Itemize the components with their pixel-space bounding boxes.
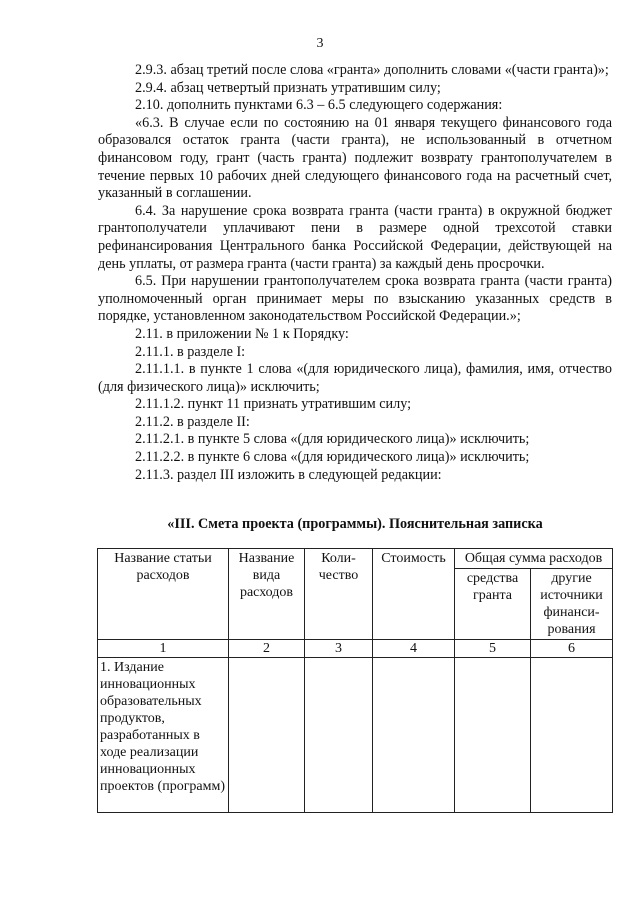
column-number: 6 xyxy=(531,640,613,658)
row-other-sources xyxy=(531,658,613,813)
page-number: 3 xyxy=(316,36,324,51)
paragraph-2-9-4: 2.9.4. абзац четвертый признать утратившим силу; xyxy=(135,79,441,96)
paragraph-6-4: 6.4. За нарушение срока возврата гранта (части гранта) в окружной бюджет грантополучатели уплачивают пени в размере одной трехсотой ставки рефинансирования Центрального банка Российской Федерации, действующей на день уплаты, от размера гранта (части гранта) за каждый день просрочки. xyxy=(98,202,612,272)
paragraph-2-11-1-1: 2.11.1.1. в пункте 1 слова «(для юридического лица), фамилия, имя, отчество (для физического лица)» исключить; xyxy=(98,361,612,395)
row-quantity xyxy=(305,658,373,813)
document-body xyxy=(98,62,612,484)
paragraph-6-3: «6.3. В случае если по состоянию на 01 января текущего финансового года образовался остаток гранта (части гранта), не использованный в отчетном финансовом году, грант (часть гранта) подлежит возврату грантополучателем в течение первых 10 рабочих дней следующего финансового года на расчетный счет, указанный в соглашении. xyxy=(98,114,612,202)
paragraph-2-11: 2.11. в приложении № 1 к Порядку: xyxy=(135,325,349,342)
row-expense-kind xyxy=(229,658,305,813)
column-number: 1 xyxy=(98,640,229,658)
paragraph-2-9-3: 2.9.3. абзац третий после слова «гранта» дополнить словами «(части гранта)»; xyxy=(135,62,609,78)
row-cost xyxy=(373,658,455,813)
header-expense-item: Название статьи расходов xyxy=(98,549,229,640)
header-total-expenses: Общая сумма расходов xyxy=(455,549,613,569)
paragraph-2-11-2-1: 2.11.2.1. в пункте 5 слова «(для юридического лица)» исключить; xyxy=(135,431,530,448)
row-grant-funds xyxy=(455,658,531,813)
paragraph-6-5: 6.5. При нарушении грантополучателем срока возврата гранта (части гранта) уполномоченный орган принимает меры по взысканию указанных средств в порядке, установленном законодательством Российской Федерации.»; xyxy=(98,273,612,325)
table-header-row xyxy=(98,549,613,569)
paragraph-2-11-1-2: 2.11.1.2. пункт 11 признать утратившим силу; xyxy=(135,396,412,413)
estimate-table xyxy=(97,548,613,813)
paragraph-2-11-3: 2.11.3. раздел III изложить в следующей редакции: xyxy=(135,466,442,483)
table-row xyxy=(98,658,613,813)
paragraph-2-10: 2.10. дополнить пунктами 6.3 – 6.5 следующего содержания: xyxy=(135,97,503,114)
column-number: 5 xyxy=(455,640,531,658)
header-grant-funds: средства гранта xyxy=(455,569,531,640)
table-number-row xyxy=(98,640,613,658)
header-quantity: Коли-чество xyxy=(305,549,373,640)
paragraph-2-11-2: 2.11.2. в разделе II: xyxy=(135,413,250,430)
paragraph-2-11-1: 2.11.1. в разделе I: xyxy=(135,343,246,360)
header-expense-kind: Название вида расходов xyxy=(229,549,305,640)
paragraph-2-11-2-2: 2.11.2.2. в пункте 6 слова «(для юридического лица)» исключить; xyxy=(135,449,530,466)
column-number: 3 xyxy=(305,640,373,658)
header-other-sources: другие источники финанси-рования xyxy=(531,569,613,640)
row-expense-item: 1. Издание инновационных образовательных продуктов, разработанных в ходе реализации инновационных проектов (программ) xyxy=(98,658,229,813)
column-number: 2 xyxy=(229,640,305,658)
column-number: 4 xyxy=(373,640,455,658)
section-title: «III. Смета проекта (программы). Пояснительная записка xyxy=(167,516,543,532)
header-cost: Стоимость xyxy=(373,549,455,640)
